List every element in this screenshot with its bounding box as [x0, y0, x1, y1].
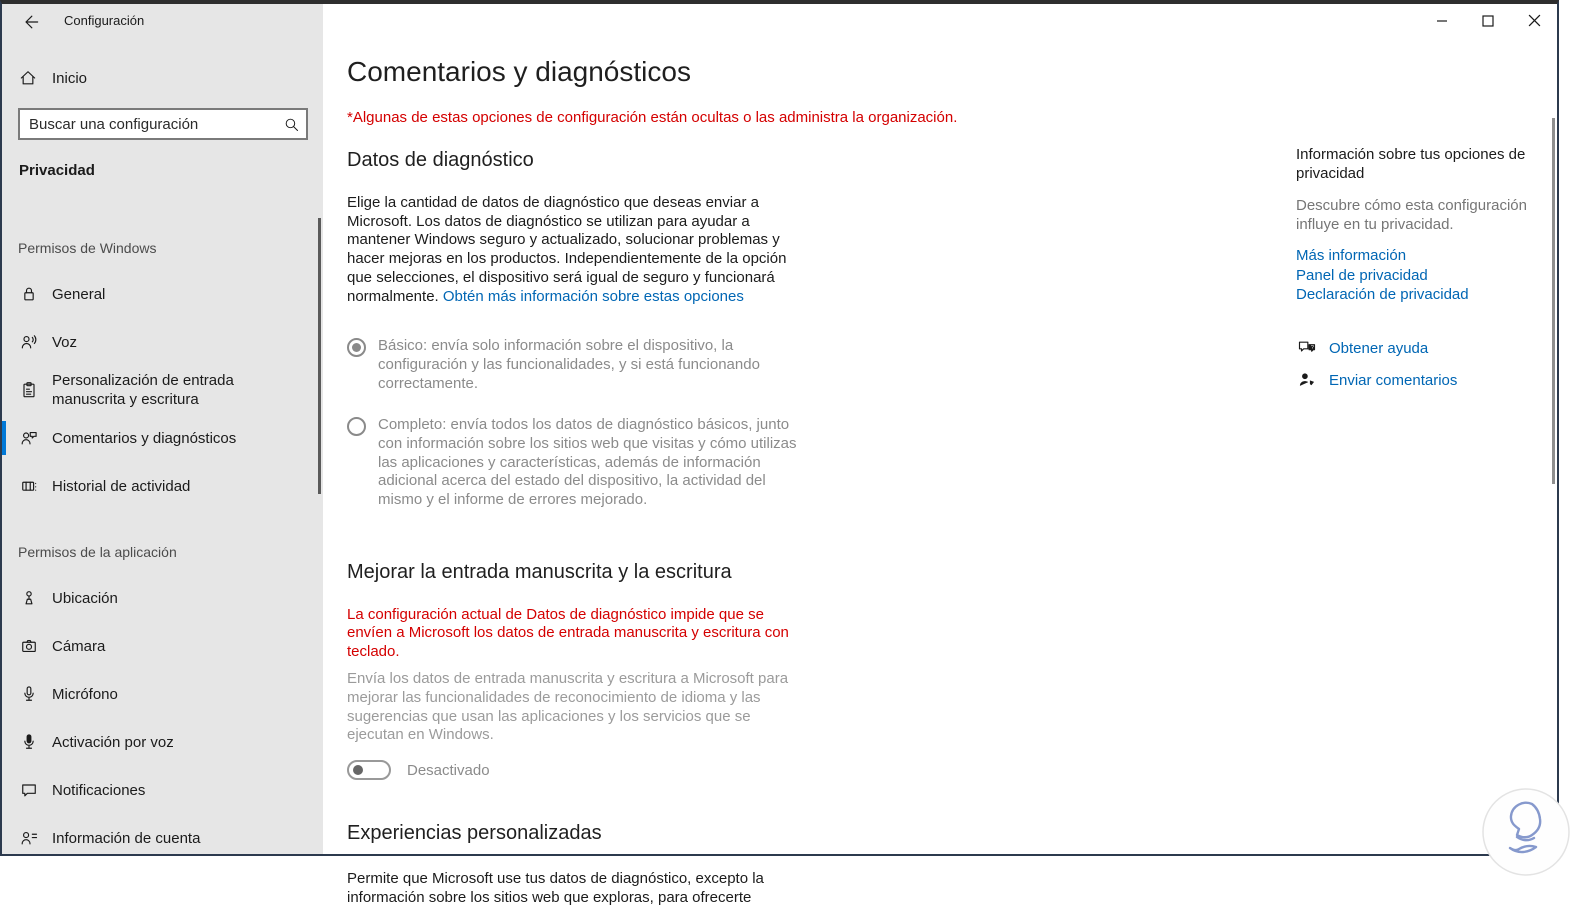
sidebar-item-label: Inicio: [52, 69, 88, 87]
minimize-icon: [1436, 15, 1448, 27]
lightbulb-watermark: [1480, 786, 1572, 878]
page-title: Comentarios y diagnósticos: [347, 56, 691, 87]
camera-icon: [19, 636, 39, 656]
notifications-icon: [19, 780, 39, 800]
get-help-label: Obtener ayuda: [1329, 339, 1429, 357]
sidebar-item-notificaciones[interactable]: [2, 772, 323, 808]
microphone-icon: [19, 684, 39, 704]
location-icon: [19, 588, 39, 608]
maximize-icon: [1482, 15, 1494, 27]
toggle-knob: [353, 765, 363, 775]
section-header-app-permissions: Permisos de la aplicación: [18, 544, 177, 560]
get-help-row[interactable]: [1296, 337, 1457, 359]
search-box: [18, 108, 308, 140]
sidebar-item-label: Voz: [52, 333, 78, 351]
aside-description: Descubre cómo esta configuración influye en tu privacidad.: [1296, 197, 1527, 233]
voice-icon: [19, 332, 39, 352]
send-feedback-row[interactable]: [1296, 369, 1457, 391]
voice-activation-icon: [19, 732, 39, 752]
activity-history-icon: [19, 476, 39, 496]
aside-links: [1296, 246, 1528, 305]
diagnostics-description-text: Elige la cantidad de datos de diagnóstico que deseas enviar a Microsoft. Los datos de diagnóstico se utilizan para ayudar a mantener Windows seguro y actualizado, solucionar problemas y hacer mejoras en los productos. Independientemente de la opción que selecciones, el dispositivo será igual de seguro y funcionará normalmente.: [347, 194, 787, 305]
radio-basico[interactable]: [347, 338, 366, 357]
radio-completo[interactable]: [347, 417, 366, 436]
sidebar-scrollbar[interactable]: [318, 218, 321, 494]
improve-description: Envía los datos de entrada manuscrita y escritura a Microsoft para mejorar las funcionalidades de reconocimiento de idioma y las sugerencias que usan las aplicaciones y los servicios que se ejecutan en Windows.: [347, 670, 789, 744]
search-input[interactable]: [20, 116, 276, 133]
maximize-button[interactable]: [1465, 4, 1511, 37]
radio-basico-label: Básico: envía solo información sobre el dispositivo, la configuración y las funcionalidades, y si está funcionando correctamente.: [378, 337, 760, 392]
sidebar-item-comentarios-diagnosticos[interactable]: [2, 420, 323, 456]
experiences-description: Permite que Microsoft use tus datos de diagnóstico, excepto la información sobre los sitios web que exploras, para ofrecerte: [347, 870, 764, 906]
learn-more-link[interactable]: Obtén más información sobre estas opciones: [442, 287, 744, 305]
lock-icon: [19, 284, 39, 304]
sidebar-item-camara[interactable]: [2, 628, 323, 664]
mas-informacion-link[interactable]: Más información: [1296, 247, 1407, 264]
radio-option-basico: [347, 337, 813, 393]
aside-heading: Información sobre tus opciones de privacidad: [1296, 146, 1526, 182]
sidebar: [2, 4, 323, 854]
sidebar-item-label: Cámara: [52, 637, 106, 655]
diagnostics-description: [347, 194, 807, 306]
close-button[interactable]: [1511, 4, 1557, 37]
close-icon: [1528, 14, 1541, 27]
clipboard-icon: [19, 380, 39, 400]
section-header-windows-permissions: Permisos de Windows: [18, 240, 157, 256]
sidebar-titlebar: [2, 4, 323, 40]
sidebar-item-personalizacion-entrada[interactable]: [2, 366, 323, 414]
sidebar-item-label: Información de cuenta: [52, 829, 201, 847]
declaracion-privacidad-link[interactable]: Declaración de privacidad: [1296, 286, 1469, 303]
improve-toggle-row: [347, 757, 813, 783]
minimize-button[interactable]: [1419, 4, 1465, 37]
category-title: Privacidad: [19, 162, 95, 179]
sidebar-item-label: General: [52, 285, 106, 303]
sidebar-item-label: Personalización de entrada manuscrita y escritura: [52, 372, 234, 408]
section-heading-mejorar-entrada: Mejorar la entrada manuscrita y la escritura: [347, 560, 732, 583]
sidebar-item-home[interactable]: [2, 60, 323, 96]
sidebar-item-ubicacion[interactable]: [2, 580, 323, 616]
search-icon[interactable]: [276, 116, 306, 133]
home-icon: [18, 68, 38, 88]
radio-completo-label: Completo: envía todos los datos de diagnóstico básicos, junto con información sobre los sitios web que visitas y cómo utilizas las aplicaciones y características, además de información adicional acerca del estado del dispositivo, la actividad del mismo y el informe de errores mejorado.: [378, 416, 797, 509]
admin-warning-text: *Algunas de estas opciones de configuración están ocultas o las administra la organización.: [347, 109, 958, 126]
get-help-icon: [1297, 338, 1317, 358]
account-info-icon: [19, 828, 39, 848]
sidebar-item-microfono[interactable]: [2, 676, 323, 712]
send-feedback-label: Enviar comentarios: [1329, 371, 1458, 389]
sidebar-item-informacion-cuenta[interactable]: [2, 820, 323, 856]
sidebar-item-voz[interactable]: [2, 324, 323, 360]
window-scrollbar[interactable]: [1552, 118, 1555, 484]
sidebar-item-label: Notificaciones: [52, 781, 146, 799]
sidebar-item-label: Activación por voz: [52, 733, 174, 751]
sidebar-item-label: Micrófono: [52, 685, 118, 703]
section-heading-datos-diagnostico: Datos de diagnóstico: [347, 149, 534, 171]
window-controls: [1419, 4, 1557, 37]
radio-option-completo: [347, 416, 813, 510]
improve-toggle[interactable]: [347, 760, 391, 780]
improve-warning-text: La configuración actual de Datos de diagnóstico impide que se envíen a Microsoft los datos de entrada manuscrita y escritura con teclado.: [347, 605, 789, 660]
main-content: [347, 56, 958, 908]
privacy-info-panel: [1296, 145, 1528, 305]
app-title: Configuración: [64, 13, 145, 28]
back-button[interactable]: [16, 9, 46, 35]
sidebar-item-activacion-voz[interactable]: [2, 724, 323, 760]
back-arrow-icon: [21, 12, 41, 32]
panel-privacidad-link[interactable]: Panel de privacidad: [1296, 266, 1428, 284]
sidebar-item-label: Ubicación: [52, 589, 118, 607]
sidebar-item-label: Comentarios y diagnósticos: [52, 429, 237, 447]
help-links: [1296, 337, 1457, 391]
sidebar-item-general[interactable]: [2, 276, 323, 312]
sidebar-item-historial-actividad[interactable]: [2, 468, 323, 504]
send-feedback-icon: [1297, 370, 1317, 390]
sidebar-item-label: Historial de actividad: [52, 477, 191, 495]
feedback-icon: [19, 428, 39, 448]
toggle-state-label: Desactivado: [407, 761, 490, 779]
svg-text:?: ?: [1310, 345, 1314, 351]
section-heading-experiencias: Experiencias personalizadas: [347, 822, 602, 845]
